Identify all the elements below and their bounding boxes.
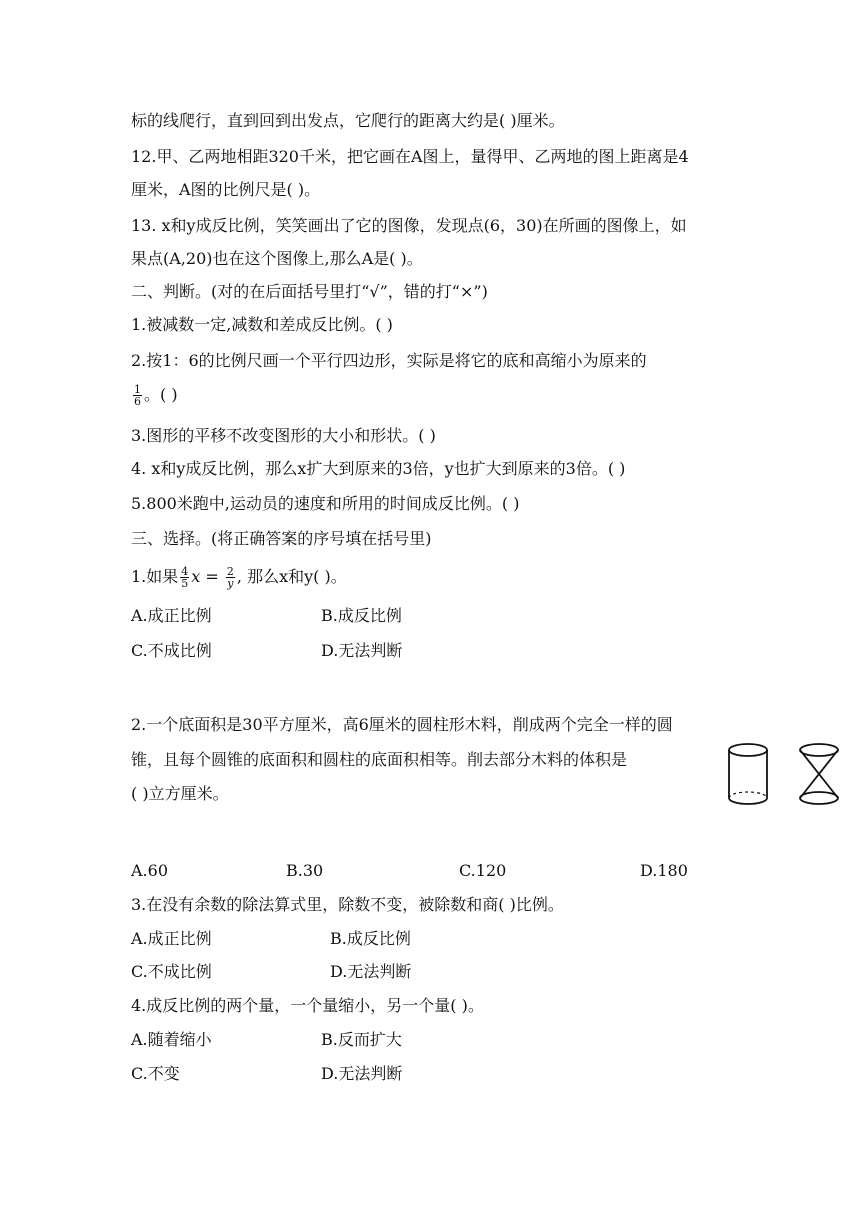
q13-line1: 13. x和y成反比例，笑笑画出了它的图像，发现点(6，30)在所画的图像上，如 [131, 216, 687, 235]
s3-q2-line3: ( )立方厘米。 [131, 784, 229, 803]
s3-q3-option-b: B.成反比例 [330, 929, 411, 948]
s3-q3-option-a: A.成正比例 [131, 929, 212, 948]
s3-q3-option-c: C.不成比例 [131, 962, 212, 981]
fraction-four-fifths: $\frac{4}{5}$ [181, 565, 189, 590]
s3-q1-option-a: A.成正比例 [131, 606, 212, 625]
double-cone-icon [793, 740, 845, 810]
s3-q2-option-d: D.180 [640, 861, 688, 880]
section3-title: 三、选择。(将正确答案的序号填在括号里) [131, 529, 432, 548]
s3-q1-option-b: B.成反比例 [321, 606, 402, 625]
s3-q4-option-c: C.不变 [131, 1064, 180, 1083]
s3-q2-line1: 2.一个底面积是30平方厘米，高6厘米的圆柱形木料，削成两个完全一样的圆 [131, 715, 673, 734]
s3-q1-option-c: C.不成比例 [131, 641, 212, 660]
s3-q2-option-c: C.120 [459, 861, 507, 880]
q12-line2: 厘米，A图的比例尺是( )。 [131, 180, 321, 199]
s3-q3-line1: 3.在没有余数的除法算式里，除数不变，被除数和商( )比例。 [131, 895, 564, 914]
s3-q1-option-d: D.无法判断 [321, 641, 403, 660]
s3-q3-option-d: D.无法判断 [330, 962, 412, 981]
section2-title: 二、判断。(对的在后面括号里打“√”，错的打“×”) [131, 282, 488, 301]
s3-q4-option-b: B.反而扩大 [321, 1030, 402, 1049]
s3-q4-line1: 4.成反比例的两个量，一个量缩小，另一个量( )。 [131, 996, 484, 1015]
section2-item-3: 3.图形的平移不改变图形的大小和形状。( ) [131, 426, 436, 445]
fraction-one-sixth: $\frac{1}{6}$ [134, 383, 141, 408]
s3-q2-option-a: A.60 [131, 861, 168, 880]
q13-line2: 果点(A,20)也在这个图像上,那么A是( )。 [131, 249, 423, 268]
s3-q2-line2: 锥，且每个圆锥的底面积和圆柱的底面积相等。削去部分木料的体积是 [131, 750, 628, 769]
q12-line1: 12.甲、乙两地相距320千米，把它画在A图上，量得甲、乙两地的图上距离是4 [131, 147, 689, 166]
section2-item-4: 4. x和y成反比例，那么x扩大到原来的3倍，y也扩大到原来的3倍。( ) [131, 459, 626, 478]
section2-item-2: 2.按1：6的比例尺画一个平行四边形，实际是将它的底和高缩小为原来的 [131, 351, 647, 370]
section2-item-5: 5.800米跑中,运动员的速度和所用的时间成反比例。( ) [131, 494, 520, 513]
section2-item-2-cont: $\frac{1}{6}$ 。( ) [134, 383, 178, 408]
s3-q4-option-a: A.随着缩小 [131, 1030, 212, 1049]
s3-q4-option-d: D.无法判断 [321, 1064, 403, 1083]
q11-continuation: 标的线爬行，直到回到出发点，它爬行的距离大约是( )厘米。 [131, 111, 565, 130]
section2-item-1: 1.被减数一定,减数和差成反比例。( ) [131, 315, 393, 334]
fraction-two-over-y: $\frac{2}{y}$ [226, 565, 234, 590]
s3-q1-stem: 1.如果 $\frac{4}{5}$ x = $\frac{2}{y}$ , 那么x和y( )。 [131, 565, 347, 590]
s3-q2-option-b: B.30 [286, 861, 324, 880]
cylinder-icon [724, 740, 772, 810]
